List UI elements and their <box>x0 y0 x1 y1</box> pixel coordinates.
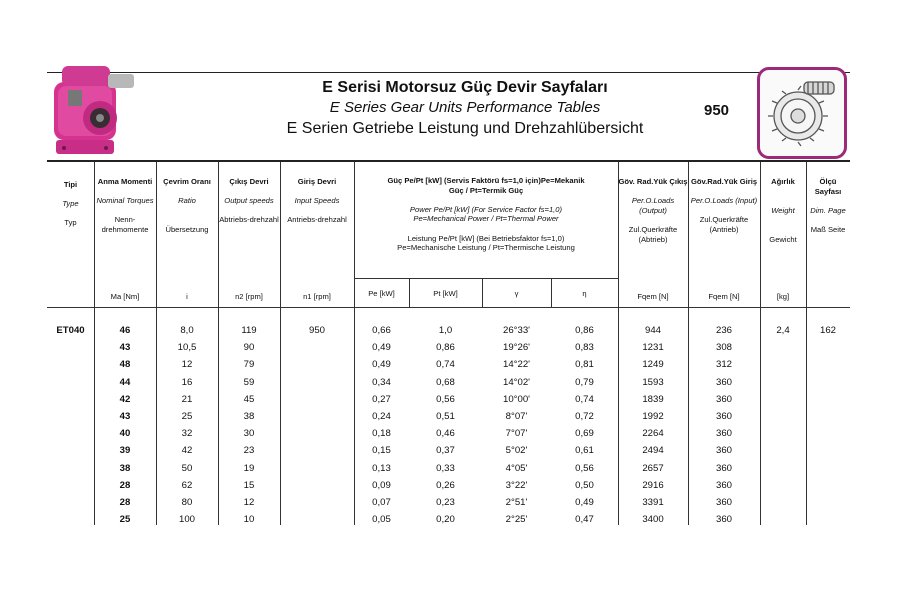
torque-cell: 48 <box>119 359 131 371</box>
radial-input-cell: 236 <box>715 325 732 336</box>
body-col-divider <box>280 307 281 525</box>
power-subheader-top <box>354 278 618 279</box>
pt-cell: 0,37 <box>436 445 455 457</box>
radial-output-cell: 944 <box>644 325 661 336</box>
output-speed-cell: 12 <box>243 497 255 508</box>
col-radial-output-unit: Fqem [N] <box>637 292 669 301</box>
pt-cell: 0,23 <box>436 497 455 508</box>
gamma-cell: 4°05' <box>505 462 528 474</box>
output-speed-cell: 10 <box>243 514 255 526</box>
eta-cell: 0,49 <box>575 497 594 508</box>
pe-cell: 0,09 <box>372 479 391 491</box>
radial-output-cell: 3391 <box>642 497 664 508</box>
eta-cell: 0,79 <box>575 376 594 388</box>
radial-output-cell: 2494 <box>642 445 664 457</box>
weight-value: 2,4 <box>776 325 790 336</box>
ratio-cell: 10,5 <box>177 342 197 354</box>
pe-cell: 0,27 <box>372 393 391 405</box>
pe-cell: 0,13 <box>372 462 391 474</box>
col-torque-header: Anma Momenti Nominal Torques Nenn-drehmomente <box>96 177 154 234</box>
gamma-cell: 2°25' <box>505 514 528 526</box>
pe-cell: 0,15 <box>372 445 391 457</box>
eta-cell: 0,56 <box>575 462 594 474</box>
radial-output-cell: 2264 <box>642 428 664 440</box>
pt-cell: 0,46 <box>436 428 455 440</box>
eta-cell: 0,83 <box>575 342 594 354</box>
title-turkish: E Serisi Motorsuz Güç Devir Sayfaları <box>322 79 608 96</box>
col-power-header: Güç Pe/Pt [kW] (Servis Faktörü fs=1,0 için)Pe=Mekanik Güç / Pt=Termik Güç Power Pe/Pt [kW] (For Service Factor fs=1,0) Pe=Mechanical Power / Pt=Thermal Power Leistung Pe/Pt [kW] (Bei Betriebsfaktor fs=1,0) Pe=Mechanische Leistung / Pt=Thermische Leistung <box>387 176 585 253</box>
gamma-cell: 14°22' <box>502 359 530 371</box>
torque-cell: 28 <box>119 497 131 508</box>
col-pt-header: Pt [kW] <box>433 289 458 298</box>
radial-input-cell: 360 <box>715 497 732 508</box>
gamma-cell: 10°00' <box>502 393 530 405</box>
torque-cell: 42 <box>119 393 131 405</box>
pt-cell: 0,26 <box>436 479 455 491</box>
radial-input-cell: 360 <box>715 462 732 474</box>
torque-cell: 44 <box>119 376 131 388</box>
pe-cell: 0,49 <box>372 359 391 371</box>
body-col-divider <box>806 307 807 525</box>
output-speed-cell: 23 <box>243 445 255 457</box>
torque-cell: 28 <box>119 479 131 491</box>
gear-motor-image <box>48 60 140 160</box>
body-col-divider <box>760 307 761 525</box>
pe-cell: 0,34 <box>372 376 391 388</box>
radial-input-cell: 360 <box>715 445 732 457</box>
gamma-cell: 8°07' <box>505 411 528 422</box>
pt-cell: 0,68 <box>436 376 455 388</box>
col-weight-header: Ağırlık Weight Gewicht <box>769 177 797 244</box>
ratio-cell: 16 <box>181 376 193 388</box>
eta-cell: 0,74 <box>575 393 594 405</box>
torque-cell: 46 <box>119 325 131 336</box>
col-ratio-header: Çevrim Oranı Ratio Übersetzung <box>163 177 211 234</box>
pe-cell: 0,07 <box>372 497 391 508</box>
pt-cell: 0,74 <box>436 359 455 371</box>
title-german: E Serien Getriebe Leistung und Drehzahlübersicht <box>286 120 644 137</box>
col-output-header: Çıkış Devri Output speeds Abtriebs-drehzahl <box>219 177 279 225</box>
ratio-cell: 50 <box>181 462 193 474</box>
gamma-cell: 7°07' <box>505 428 528 440</box>
gamma-cell: 14°02' <box>502 376 530 388</box>
eta-cell: 0,50 <box>575 479 594 491</box>
ratio-cell: 21 <box>181 393 193 405</box>
radial-output-cell: 1839 <box>642 393 664 405</box>
torque-cell: 25 <box>119 514 131 526</box>
output-speed-cell: 38 <box>243 411 255 422</box>
output-speed-cell: 119 <box>241 325 257 336</box>
ratio-cell: 12 <box>181 359 193 371</box>
output-speed-cell: 45 <box>243 393 255 405</box>
torque-cell: 40 <box>119 428 131 440</box>
radial-input-cell: 360 <box>715 376 732 388</box>
radial-output-cell: 1992 <box>642 411 664 422</box>
eta-cell: 0,72 <box>575 411 594 422</box>
col-gamma-header: γ <box>514 289 519 298</box>
ratio-cell: 80 <box>181 497 193 508</box>
col-type-header: Tipi Type Typ <box>62 180 79 228</box>
radial-input-cell: 360 <box>715 514 732 526</box>
eta-cell: 0,86 <box>575 325 594 336</box>
output-speed-cell: 19 <box>243 462 255 474</box>
title-english: E Series Gear Units Performance Tables <box>329 99 601 116</box>
eta-cell: 0,69 <box>575 428 594 440</box>
header-bottom-rule <box>47 160 850 162</box>
title-block <box>190 78 740 140</box>
ratio-cell: 8,0 <box>180 325 194 336</box>
ratio-cell: 62 <box>181 479 193 491</box>
input-rpm-value: 950 <box>308 325 325 336</box>
radial-output-cell: 1231 <box>642 342 664 354</box>
radial-input-cell: 312 <box>715 359 732 371</box>
col-radial-output-header: Göv. Rad.Yük Çıkış Per.O.Loads (Output) Zul.Querkräfte (Abtrieb) <box>618 177 688 244</box>
radial-output-cell: 2657 <box>642 462 664 474</box>
eta-cell: 0,61 <box>575 445 594 457</box>
col-pe-header: Pe [kW] <box>368 289 395 298</box>
torque-cell: 43 <box>119 342 131 354</box>
gamma-cell: 3°22' <box>505 479 528 491</box>
col-eta-header: η <box>582 289 587 298</box>
pe-cell: 0,05 <box>372 514 391 526</box>
pt-cell: 1,0 <box>438 325 453 336</box>
radial-output-cell: 3400 <box>642 514 664 526</box>
radial-output-cell: 2916 <box>642 479 664 491</box>
pe-cell: 0,18 <box>372 428 391 440</box>
output-speed-cell: 15 <box>243 479 255 491</box>
pt-cell: 0,33 <box>436 462 455 474</box>
col-radial-input-header: Göv.Rad.Yük Giriş Per.O.Loads (Input) Zul.Querkräfte (Antrieb) <box>690 177 758 234</box>
output-speed-cell: 59 <box>243 376 255 388</box>
gamma-cell: 19°26' <box>502 342 530 354</box>
col-input-unit: n1 [rpm] <box>303 292 331 301</box>
gamma-cell: 5°02' <box>505 445 528 457</box>
col-output-unit: n2 [rpm] <box>235 292 263 301</box>
header-top-rule <box>47 72 850 73</box>
ratio-cell: 42 <box>181 445 193 457</box>
ratio-cell: 100 <box>178 514 195 526</box>
radial-input-cell: 308 <box>715 342 732 354</box>
col-radial-input-unit: Fqem [N] <box>708 292 740 301</box>
col-ratio-unit: i <box>186 292 188 301</box>
radial-input-cell: 360 <box>715 411 732 422</box>
pe-cell: 0,66 <box>372 325 391 336</box>
ratio-cell: 25 <box>181 411 193 422</box>
worm-gear-icon <box>757 67 847 159</box>
pt-cell: 0,86 <box>436 342 455 354</box>
col-input-header: Giriş Devri Input Speeds Antriebs-drehzahl <box>287 177 347 225</box>
pe-cell: 0,49 <box>372 342 391 354</box>
gamma-cell: 2°51' <box>505 497 528 508</box>
pe-cell: 0,24 <box>372 411 391 422</box>
pt-cell: 0,56 <box>436 393 455 405</box>
pt-cell: 0,51 <box>436 411 455 422</box>
input-speed-label: 950 <box>704 102 730 119</box>
torque-cell: 39 <box>119 445 131 457</box>
output-speed-cell: 79 <box>243 359 255 371</box>
col-torque-unit: Ma [Nm] <box>110 292 140 301</box>
torque-cell: 38 <box>119 462 131 474</box>
output-speed-cell: 90 <box>243 342 255 354</box>
output-speed-cell: 30 <box>243 428 255 440</box>
table-header-bottom <box>47 307 850 308</box>
eta-cell: 0,47 <box>575 514 594 526</box>
gamma-cell: 26°33' <box>502 325 530 336</box>
torque-cell: 43 <box>119 411 131 422</box>
ratio-cell: 32 <box>181 428 193 440</box>
pt-cell: 0,20 <box>436 514 455 526</box>
eta-cell: 0,81 <box>575 359 594 371</box>
radial-input-cell: 360 <box>715 479 732 491</box>
radial-input-cell: 360 <box>715 393 732 405</box>
radial-output-cell: 1593 <box>642 376 664 388</box>
col-weight-unit: [kg] <box>776 292 790 301</box>
dim-page-value: 162 <box>819 325 836 336</box>
radial-input-cell: 360 <box>715 428 732 440</box>
col-dim-page-header: Ölçü Sayfası Dim. Page Maß Seite <box>810 177 846 234</box>
model-code: ET040 <box>56 325 85 336</box>
radial-output-cell: 1249 <box>642 359 664 371</box>
